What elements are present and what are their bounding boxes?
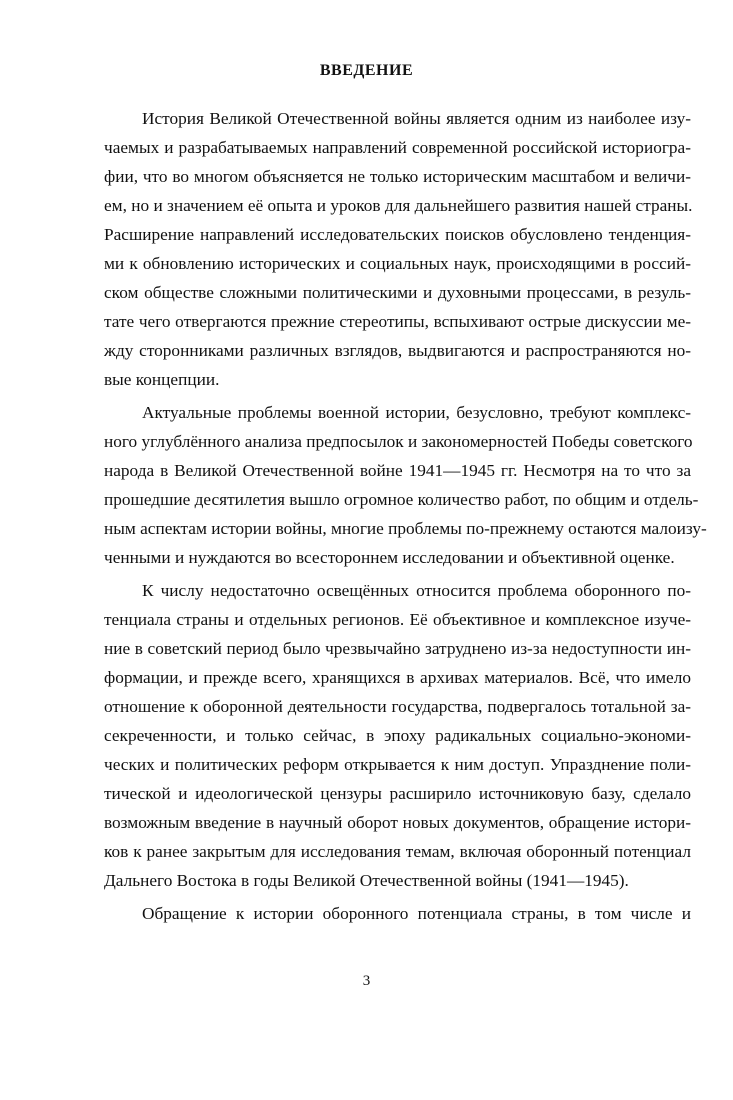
text-line: ческих и политических реформ открывается к ним доступ. Упразднение поли- <box>104 755 691 774</box>
text-line: ным аспектам истории войны, многие проблемы по-прежнему остаются малоизу- <box>104 519 707 538</box>
text-line: прошедшие десятилетия вышло огромное количество работ, по общим и отдель- <box>104 490 699 509</box>
text-line: К числу недостаточно освещённых относится проблема оборонного по- <box>142 581 691 600</box>
text-line: вые концепции. <box>104 370 220 389</box>
text-line: народа в Великой Отечественной войне 1941—1945 гг. Несмотря на то что за <box>104 461 691 480</box>
text-line: возможным введение в научный оборот новых документов, обращение истори- <box>104 813 691 832</box>
text-line: Актуальные проблемы военной истории, безусловно, требуют комплекс- <box>142 403 691 422</box>
text-line: Обращение к истории оборонного потенциала страны, в том числе и <box>142 904 691 923</box>
text-line: жду сторонниками различных взглядов, выдвигаются и распространяются но- <box>104 341 691 360</box>
text-line: чаемых и разрабатываемых направлений современной российской историогра- <box>104 138 691 157</box>
text-line: формации, и прежде всего, хранящихся в архивах материалов. Всё, что имело <box>104 668 691 687</box>
text-line: История Великой Отечественной войны является одним из наиболее изу- <box>142 109 691 128</box>
paragraph-4 <box>104 899 691 928</box>
text-line: Расширение направлений исследовательских поисков обусловлено тенденция- <box>104 225 691 244</box>
text-line: отношение к оборонной деятельности государства, подвергалось тотальной за- <box>104 697 691 716</box>
text-line: ков к ранее закрытым для исследования темам, включая оборонный потенциал <box>104 842 691 861</box>
body-text <box>104 104 707 932</box>
text-line: ного углублённого анализа предпосылок и закономерностей Победы советского <box>104 432 693 451</box>
text-line: ние в советский период было чрезвычайно затруднено из-за недоступности ин- <box>104 639 691 658</box>
text-line: ском обществе сложными политическими и духовными процессами, в резуль- <box>104 283 691 302</box>
text-line: секреченности, и только сейчас, в эпоху радикальных социально-экономи- <box>104 726 691 745</box>
text-line: тате чего отвергаются прежние стереотипы, вспыхивают острые дискуссии ме- <box>104 312 691 331</box>
text-line: ми к обновлению исторических и социальных наук, происходящими в россий- <box>104 254 691 273</box>
text-line: тической и идеологической цензуры расширило источниковую базу, сделало <box>104 784 691 803</box>
text-line: ем, но и значением её опыта и уроков для дальнейшего развития нашей страны. <box>104 196 693 215</box>
paragraph-1 <box>104 104 691 394</box>
text-line: ченными и нуждаются во всестороннем исследовании и объективной оценке. <box>104 548 675 567</box>
paragraph-3 <box>104 576 691 895</box>
page-number: 3 <box>362 973 371 989</box>
section-heading: ВВЕДЕНИЕ <box>319 62 414 79</box>
text-line: тенциала страны и отдельных регионов. Её объективное и комплексное изуче- <box>104 610 691 629</box>
text-line: фии, что во многом объясняется не только историческим масштабом и величи- <box>104 167 691 186</box>
text-line: Дальнего Востока в годы Великой Отечественной войны (1941—1945). <box>104 871 629 890</box>
paragraph-2 <box>104 398 707 572</box>
